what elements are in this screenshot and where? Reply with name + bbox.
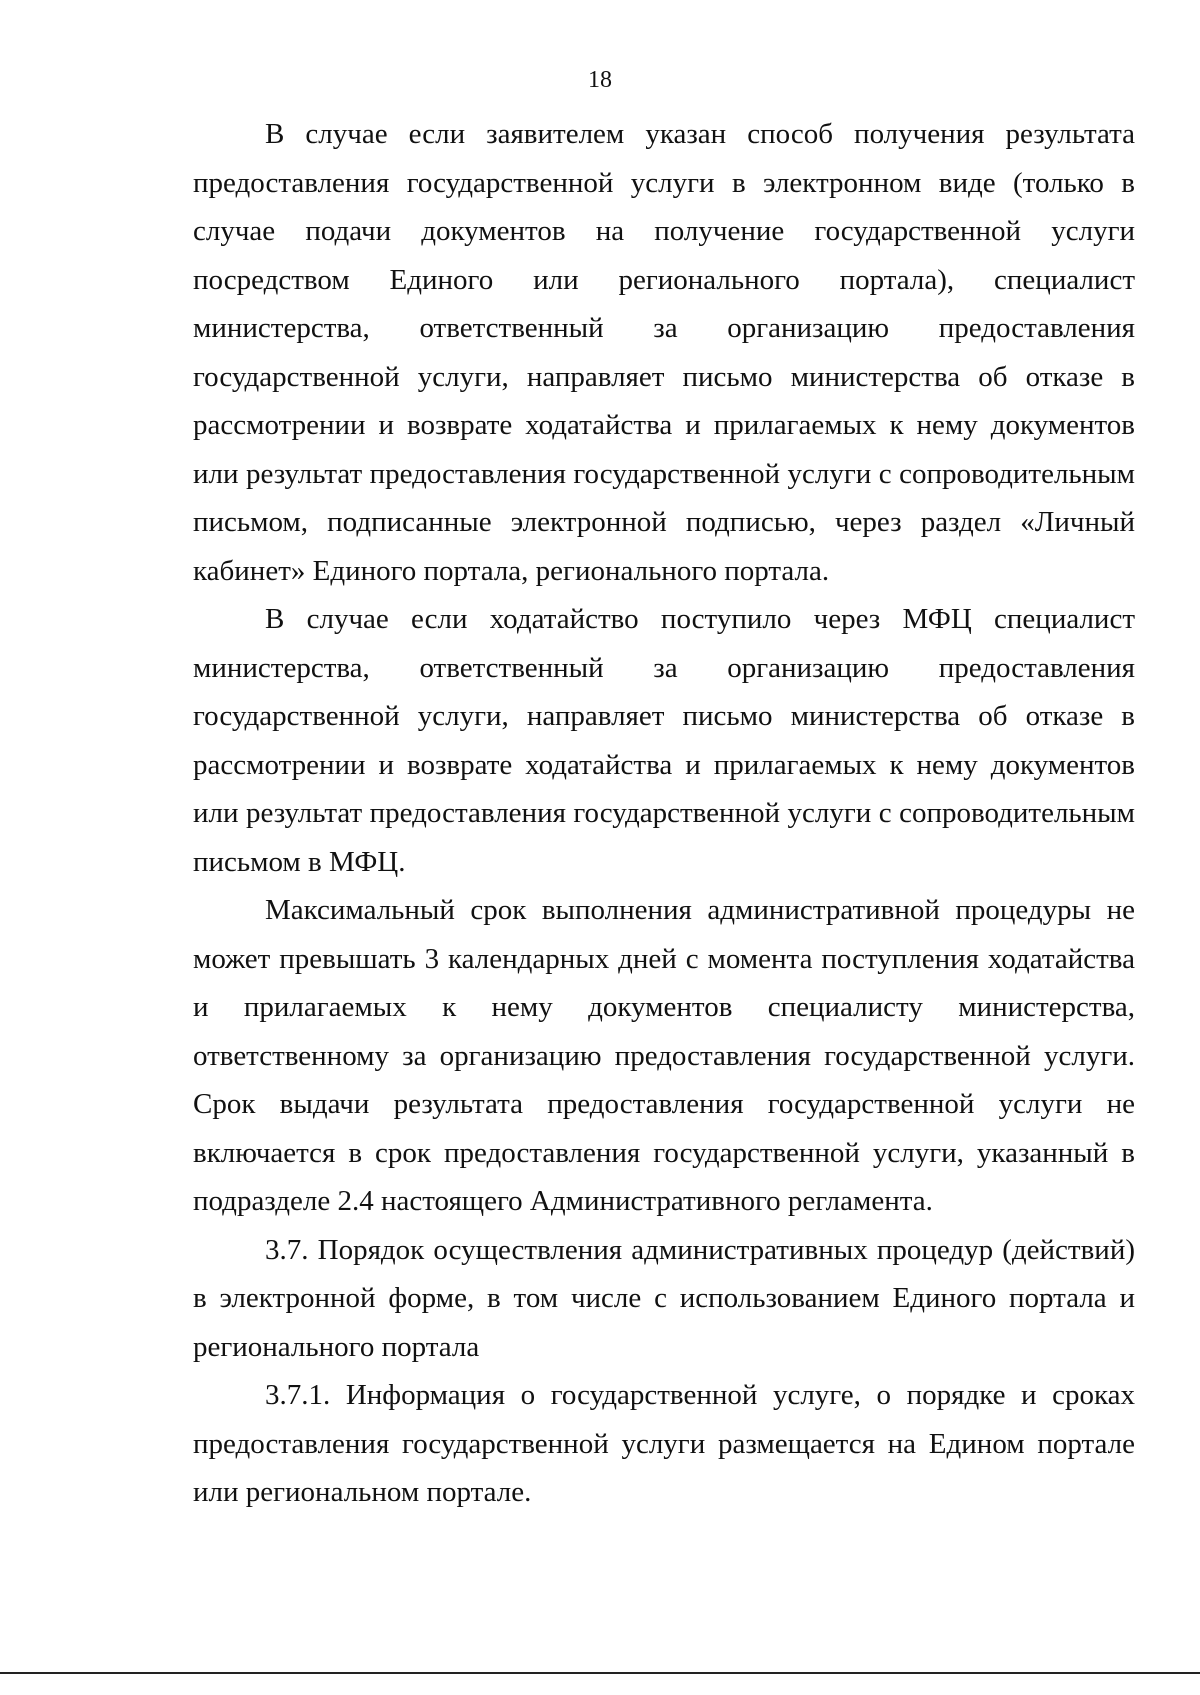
paragraph-3-7-1: 3.7.1. Информация о государственной услуге, о порядке и сроках предоставления государственной услуги размещается на Едином портале или региональном портале. — [193, 1379, 1135, 1508]
page-number: 18 — [588, 67, 612, 93]
paragraph-electronic-result: В случае если заявителем указан способ получения результата предоставления государственной услуги в электронном виде (только в случае подачи документов на получение государственной услуги посредством Единого или регионального портала), специалист министерства, ответственный за организацию предоставления государственной услуги, направляет письмо министерства об отказе в рассмотрении и возврате ходатайства и прилагаемых к нему документов или результат предоставления государственной услуги с сопроводительным письмом, подписанные электронной подписью, через раздел «Личный кабинет» Единого портала, регионального портала. — [193, 118, 1135, 587]
paragraph-max-term: Максимальный срок выполнения административной процедуры не может превышать 3 календарных дней с момента поступления ходатайства и прилагаемых к нему документов специалисту министерства, ответственному за организацию предоставления государственной услуги. Срок выдачи результата предоставления государственной услуги не включается в срок предоставления государственной услуги, указанный в подразделе 2.4 настоящего Административного регламента. — [193, 894, 1135, 1217]
paragraph-mfc-result: В случае если ходатайство поступило через МФЦ специалист министерства, ответственный за организацию предоставления государственной услуги, направляет письмо министерства об отказе в рассмотрении и возврате ходатайства и прилагаемых к нему документов или результат предоставления государственной услуги с сопроводительным письмом в МФЦ. — [193, 603, 1135, 878]
bottom-divider — [0, 1672, 1200, 1674]
document-body — [193, 110, 1135, 1517]
section-heading-3-7: 3.7. Порядок осуществления административных процедур (действий) в электронной форме, в том числе с использованием Единого портала и регионального портала — [193, 1233, 1135, 1363]
